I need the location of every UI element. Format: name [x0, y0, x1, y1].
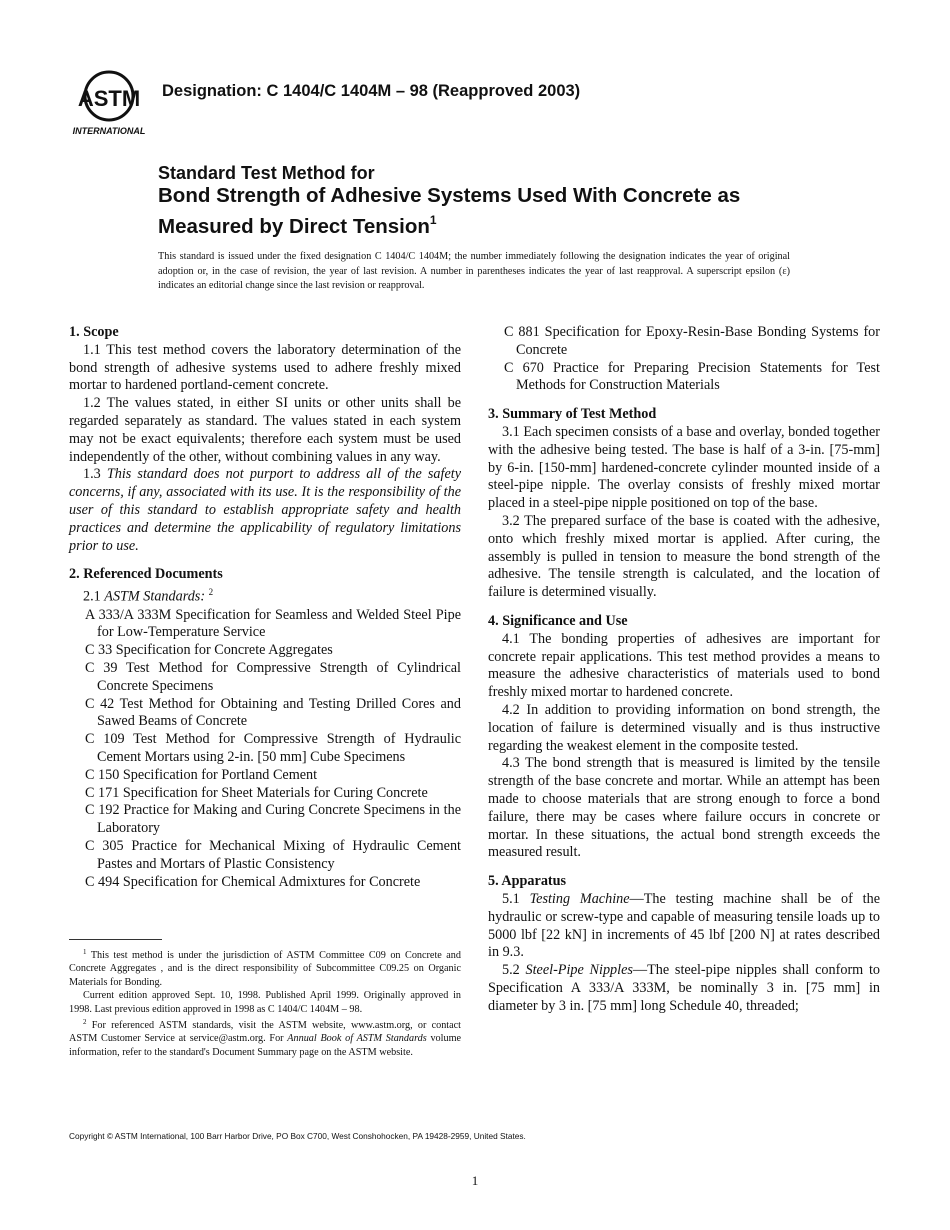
scope-para-1-3 [69, 466, 461, 555]
footnote-2-mark: 2 [83, 1018, 87, 1027]
refdocs-sub-label: ASTM Standards: [104, 588, 206, 605]
footnote-1-text: This test method is under the jurisdiction of ASTM Committee C09 on Concrete and Concrete Aggregates , and is the direct responsibility of Subcommittee C09.25 on Organic Materials for Bonding. [69, 950, 461, 988]
list-item: A 333/A 333M Specification for Seamless and Welded Steel Pipe for Low-Temperature Service [85, 606, 461, 641]
scope-para-1-3-text: This standard does not purport to address all of the safety concerns, if any, associated with its use. It is the responsibility of the user of this standard to establish appropriate safety and health practices and determine the applicability of regulatory limitations prior to use. [69, 466, 461, 554]
document-title [158, 162, 858, 239]
apparatus-5-1-text: —The testing machine shall be of the hydraulic or screw-type and capable of measuring tensile loads up to 5000 lbf [22 kN] in increments of 45 lbf [200 N] at rates described in 9.3. [488, 890, 880, 961]
footnote-1b: Current edition approved Sept. 10, 1998. Published April 1999. Originally approved in 1998. Last previous edition approved in 1998 as C 1404/C 1404M – 98. [69, 990, 461, 1015]
footnote-1-mark: 1 [83, 948, 87, 956]
list-item: C 494 Specification for Chemical Admixtures for Concrete [85, 873, 421, 890]
apparatus-para-5-2 [488, 962, 880, 1015]
scope-para-1-2: 1.2 The values stated, in either SI units or other units shall be regarded separately as standard. The values stated in each system may not be exact equivalents; therefore each system must be used independently of the other, without combining values in any way. [69, 395, 461, 465]
refdocs-sub-num: 2.1 [83, 588, 101, 605]
list-item: C 33 Specification for Concrete Aggregates [85, 642, 333, 659]
footnote-2-italic: Annual Book of ASTM Standards [287, 1033, 427, 1045]
significance-heading: 4. Significance and Use [488, 612, 628, 629]
scope-para-1-1: 1.1 This test method covers the laboratory determination of the bond strength of adhesive systems used to adhere freshly mixed mortar to hardened portland-cement concrete. [69, 341, 461, 394]
designation: Designation: C 1404/C 1404M – 98 (Reapproved 2003) [162, 82, 581, 100]
scope-heading: 1. Scope [69, 324, 119, 340]
copyright-notice: Copyright © ASTM International, 100 Barr Harbor Drive, PO Box C700, West Conshohocken, PA 19428-2959, United States. [69, 1131, 526, 1141]
apparatus-5-1-num: 5.1 [502, 890, 520, 907]
summary-para-3-1: 3.1 Each specimen consists of a base and overlay, bonded together with the adhesive being tested. The base is half of a 3-in. [75-mm] by 6-in. [150-mm] hardened-concrete cylinder mounted inside of a steel-pipe nipple. The overlay consists of freshly mixed mortar placed in a steel-pipe nipple positioned on top of the base. [488, 423, 880, 512]
logo-mark-text: ASTM [77, 86, 141, 111]
list-item: C 109 Test Method for Compressive Strength of Hydraulic Cement Mortars using 2-in. [50 mm] Cube Specimens [85, 731, 461, 766]
list-item: C 305 Practice for Mechanical Mixing of Hydraulic Cement Pastes and Mortars of Plastic Consistency [85, 838, 461, 872]
apparatus-5-2-term: Steel-Pipe Nipples [525, 962, 633, 979]
logo-international-text: INTERNATIONAL [72, 126, 146, 136]
apparatus-5-1-term: Testing Machine [529, 890, 630, 907]
refdocs-sub-sup: 2 [208, 587, 214, 598]
title-line-1: Standard Test Method for [158, 163, 375, 183]
significance-para-4-3: 4.3 The bond strength that is measured is limited by the tensile strength of the base concrete and mortar. While an attempt has been made to choose materials that are strong enough to force a bond failure, there may be cases where failure occurs in concrete or mortar. In these situations, the actual bond strength exceeds the measured result. [488, 755, 880, 861]
astm-logo [68, 68, 150, 140]
refdocs-heading: 2. Referenced Documents [69, 566, 223, 583]
footnotes [69, 946, 461, 1059]
refdocs-list-continued [488, 324, 880, 395]
refdocs-list [69, 607, 461, 892]
significance-para-4-2: 4.2 In addition to providing information on bond strength, the location of failure is determined visually and is thus instructive regarding the weakest element in the composite tested. [488, 701, 880, 754]
right-column [488, 324, 880, 1015]
footnote-1 [69, 946, 461, 989]
footnote-2-text-a: For referenced ASTM standards, visit the ASTM website, www.astm.org, or contact ASTM Customer Service at service@astm.org. For [69, 1020, 462, 1045]
list-item: C 39 Test Method for Compressive Strength of Cylindrical Concrete Specimens [85, 660, 461, 694]
apparatus-5-2-text: —The steel-pipe nipples shall conform to Specification A 333/A 333M, be nominally 3 in. [75 mm] in diameter by 3 in. [75 mm] long Schedule 40, threaded; [488, 962, 880, 1014]
page-number: 1 [471, 1173, 479, 1188]
designation-notice: This standard is issued under the fixed designation C 1404/C 1404M; the number immediately following the designation indicates the year of original adoption or, in the case of revision, the year of last revision. A number in parentheses indicates the year of last reapproval. A superscript epsilon (ε) indicates an editorial change since the last revision or reapproval. [158, 251, 790, 291]
scope-para-1-3-num: 1.3 [83, 466, 101, 483]
summary-para-3-2: 3.2 The prepared surface of the base is coated with the adhesive, onto which freshly mixed mortar is applied. After curing, the assembly is pulled in tension to measure the bond strength of the adhesive. The tensile strength is calculated, and the location of failure is determined visually. [488, 512, 880, 601]
apparatus-5-2-num: 5.2 [502, 962, 520, 979]
title-line-3: Measured by Direct Tension [158, 215, 430, 238]
list-item: C 881 Specification for Epoxy-Resin-Base Bonding Systems for Concrete [504, 324, 880, 358]
title-footnote-mark: 1 [429, 213, 437, 227]
apparatus-heading: 5. Apparatus [488, 873, 567, 890]
footnote-2-text-b: volume information, refer to the standard's Document Summary page on the ASTM website. [69, 1033, 462, 1058]
list-item: C 670 Practice for Preparing Precision Statements for Test Methods for Construction Materials [504, 359, 880, 394]
list-item: C 150 Specification for Portland Cement [85, 766, 318, 783]
list-item: C 171 Specification for Sheet Materials for Curing Concrete [85, 784, 428, 801]
significance-para-4-1: 4.1 The bonding properties of adhesives are important for concrete repair applications. This test method provides a means to measure the adhesive characteristics of materials used to bond freshly mixed mortar to hardened concrete. [488, 630, 880, 701]
title-line-2: Bond Strength of Adhesive Systems Used With Concrete as [158, 184, 741, 207]
left-column [69, 324, 461, 891]
list-item: C 42 Test Method for Obtaining and Testing Drilled Cores and Sawed Beams of Concrete [85, 695, 461, 730]
summary-heading: 3. Summary of Test Method [488, 406, 657, 423]
footnote-2 [69, 1016, 461, 1059]
refdocs-sub [69, 584, 461, 607]
apparatus-para-5-1 [488, 891, 880, 962]
list-item: C 192 Practice for Making and Curing Concrete Specimens in the Laboratory [85, 802, 461, 837]
footnote-divider [69, 939, 162, 940]
